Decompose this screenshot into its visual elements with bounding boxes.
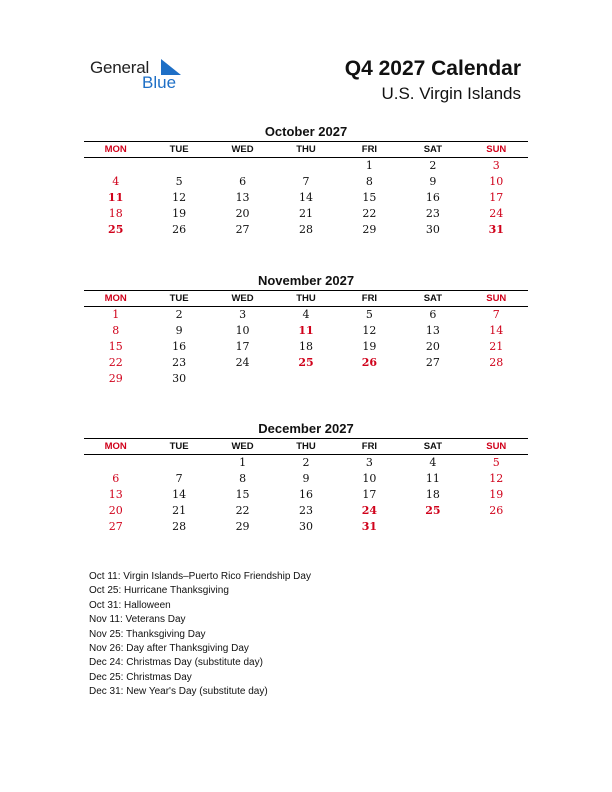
weekday-label-wed: WED (231, 293, 254, 304)
day-cell: 4 (112, 175, 120, 188)
day-cell: 7 (175, 472, 183, 485)
day-cell: 12 (489, 472, 504, 485)
day-cell: 14 (172, 488, 187, 501)
day-cell: 28 (172, 520, 187, 533)
day-cell: 15 (235, 488, 250, 501)
day-cell: 12 (362, 324, 377, 337)
day-cell: 17 (489, 191, 504, 204)
holiday-note: Nov 11: Veterans Day (89, 614, 186, 626)
day-cell: 29 (108, 372, 123, 385)
empty-day-cell (84, 158, 147, 174)
day-cell: 13 (425, 324, 440, 337)
weekday-label-fri: FRI (361, 441, 378, 452)
holiday-notes (89, 570, 311, 700)
day-cell: 23 (298, 504, 313, 517)
day-cell: 6 (429, 308, 437, 321)
day-cell: 28 (489, 356, 504, 369)
day-cell: 5 (365, 308, 373, 321)
day-cell: 21 (172, 504, 187, 517)
days-grid (84, 158, 528, 238)
day-cell: 18 (425, 488, 440, 501)
weekday-label-sat: SAT (423, 144, 442, 155)
day-cell: 27 (425, 356, 440, 369)
day-cell: 5 (492, 456, 500, 469)
weekday-label-sat: SAT (423, 441, 442, 452)
day-cell: 2 (175, 308, 183, 321)
day-cell: 27 (235, 223, 250, 236)
weekday-label-sun: SUN (486, 293, 507, 304)
day-cell: 4 (429, 456, 437, 469)
month-title: December 2027 (258, 421, 354, 436)
generalblue-logo (90, 56, 190, 92)
holiday-day-cell: 26 (361, 356, 378, 369)
weekday-header (84, 290, 528, 307)
day-cell: 19 (362, 340, 377, 353)
day-cell: 16 (172, 340, 187, 353)
day-cell: 28 (298, 223, 313, 236)
month-title: November 2027 (257, 273, 355, 288)
day-cell: 17 (362, 488, 377, 501)
day-cell: 3 (492, 159, 500, 172)
month-calendar-november (84, 272, 528, 387)
weekday-label-mon: MON (104, 293, 127, 304)
logo-word-general: General (90, 58, 150, 77)
day-cell: 2 (429, 159, 437, 172)
day-cell: 16 (298, 488, 313, 501)
day-cell: 29 (362, 223, 377, 236)
day-cell: 8 (239, 472, 247, 485)
weekday-label-mon: MON (104, 441, 127, 452)
month-calendar-december (84, 420, 528, 535)
day-cell: 1 (112, 308, 120, 321)
day-cell: 24 (489, 207, 504, 220)
weekday-header (84, 141, 528, 158)
day-cell: 21 (298, 207, 313, 220)
weekday-label-fri: FRI (361, 144, 378, 155)
weekday-label-wed: WED (231, 144, 254, 155)
holiday-note: Oct 25: Hurricane Thanksgiving (89, 585, 229, 597)
day-cell: 18 (108, 207, 123, 220)
holiday-note: Oct 31: Halloween (89, 599, 171, 611)
day-cell: 22 (235, 504, 250, 517)
day-cell: 2 (302, 456, 310, 469)
holiday-note: Nov 25: Thanksgiving Day (89, 628, 206, 640)
day-cell: 29 (235, 520, 250, 533)
day-cell: 15 (362, 191, 377, 204)
holiday-day-cell: 11 (108, 191, 124, 204)
day-cell: 3 (239, 308, 247, 321)
holiday-note: Dec 31: New Year's Day (substitute day) (89, 686, 268, 698)
page-subtitle: U.S. Virgin Islands (381, 84, 521, 103)
holiday-day-cell: 31 (488, 223, 504, 236)
day-cell: 30 (298, 520, 313, 533)
month-calendar-october (84, 123, 528, 238)
day-cell: 3 (365, 456, 373, 469)
day-cell: 30 (172, 372, 187, 385)
day-cell: 10 (235, 324, 250, 337)
day-cell: 5 (175, 175, 183, 188)
day-cell: 13 (235, 191, 250, 204)
day-cell: 12 (172, 191, 187, 204)
weekday-label-sun: SUN (486, 144, 507, 155)
day-cell: 30 (425, 223, 440, 236)
logo-word-blue: Blue (142, 73, 177, 92)
day-cell: 22 (108, 356, 123, 369)
weekday-label-tue: TUE (169, 441, 189, 452)
weekday-label-thu: THU (296, 144, 316, 155)
day-cell: 8 (112, 324, 120, 337)
empty-day-cell (274, 158, 337, 174)
day-cell: 20 (235, 207, 250, 220)
holiday-day-cell: 25 (108, 223, 124, 236)
day-cell: 10 (362, 472, 377, 485)
weekday-label-sat: SAT (423, 293, 442, 304)
day-cell: 20 (425, 340, 440, 353)
day-cell: 21 (489, 340, 504, 353)
holiday-day-cell: 25 (298, 356, 314, 369)
day-cell: 8 (365, 175, 373, 188)
day-cell: 7 (302, 175, 310, 188)
empty-day-cell (147, 158, 210, 174)
weekday-label-tue: TUE (169, 144, 189, 155)
day-cell: 1 (365, 159, 373, 172)
day-cell: 26 (489, 504, 504, 517)
holiday-day-cell: 25 (425, 504, 441, 517)
holiday-note: Nov 26: Day after Thanksgiving Day (89, 643, 249, 655)
empty-day-cell (147, 455, 210, 471)
day-cell: 10 (489, 175, 504, 188)
day-cell: 14 (298, 191, 313, 204)
weekday-label-thu: THU (296, 293, 316, 304)
day-cell: 4 (302, 308, 310, 321)
day-cell: 6 (239, 175, 247, 188)
day-cell: 17 (235, 340, 250, 353)
day-cell: 9 (302, 472, 310, 485)
weekday-label-wed: WED (231, 441, 254, 452)
day-cell: 16 (425, 191, 440, 204)
weekday-label-tue: TUE (169, 293, 189, 304)
holiday-note: Dec 25: Christmas Day (89, 671, 192, 683)
weekday-label-mon: MON (104, 144, 127, 155)
day-cell: 26 (172, 223, 187, 236)
day-cell: 23 (172, 356, 187, 369)
day-cell: 13 (108, 488, 123, 501)
day-cell: 6 (112, 472, 120, 485)
holiday-day-cell: 31 (361, 520, 378, 533)
page-title: Q4 2027 Calendar (344, 57, 521, 80)
day-cell: 18 (298, 340, 313, 353)
holiday-note: Oct 11: Virgin Islands–Puerto Rico Friendship Day (89, 571, 311, 582)
day-cell: 15 (108, 340, 123, 353)
day-cell: 24 (235, 356, 250, 369)
empty-day-cell (84, 455, 147, 471)
holiday-day-cell: 11 (298, 324, 314, 337)
day-cell: 7 (492, 308, 500, 321)
day-cell: 23 (425, 207, 440, 220)
days-grid (84, 307, 528, 387)
day-cell: 27 (108, 520, 123, 533)
month-title: October 2027 (264, 124, 348, 139)
days-grid (84, 455, 528, 535)
holiday-day-cell: 24 (361, 504, 378, 517)
day-cell: 9 (429, 175, 437, 188)
day-cell: 20 (108, 504, 123, 517)
day-cell: 19 (172, 207, 187, 220)
weekday-label-sun: SUN (486, 441, 507, 452)
day-cell: 22 (362, 207, 377, 220)
day-cell: 14 (489, 324, 504, 337)
weekday-header (84, 438, 528, 455)
day-cell: 9 (175, 324, 183, 337)
weekday-label-thu: THU (296, 441, 316, 452)
day-cell: 11 (425, 472, 440, 485)
empty-day-cell (211, 158, 274, 174)
day-cell: 19 (489, 488, 504, 501)
weekday-label-fri: FRI (361, 293, 378, 304)
holiday-note: Dec 24: Christmas Day (substitute day) (89, 657, 263, 669)
day-cell: 1 (239, 456, 247, 469)
